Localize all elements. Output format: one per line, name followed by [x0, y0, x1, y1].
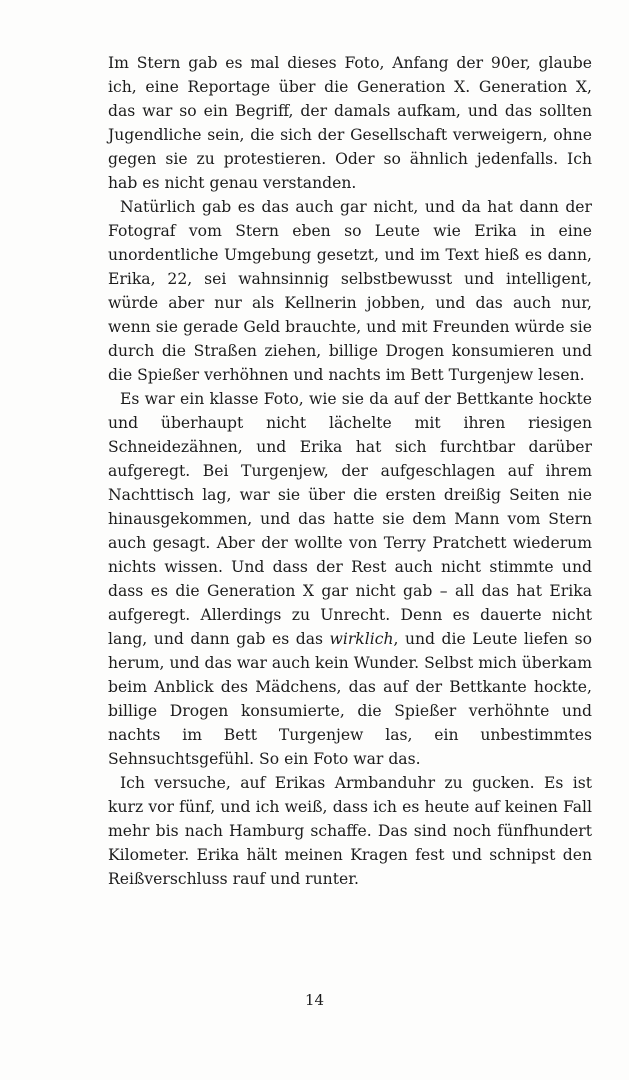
- paragraph-1: Im Stern gab es mal dieses Foto, Anfang der 90er, glaube ich, eine Reportage über die Generation X. Generation X, das war so ein Begriff, der damals aufkam, und das sollten Jugendliche sein, die sich der Gesellschaft verweigern, ohne gegen sie zu protestieren. Oder so ähnlich jedenfalls. Ich hab es nicht genau verstanden.: [108, 54, 592, 192]
- paragraph-4: Ich versuche, auf Erikas Armbanduhr zu gucken. Es ist kurz vor fünf, und ich weiß, dass ich es heute auf keinen Fall mehr bis nach Hamburg schaffe. Das sind noch fünfhundert Kilometer. Erika hält meinen Kragen fest und schnipst den Reißverschluss rauf und runter.: [108, 774, 592, 888]
- body-text: [108, 51, 592, 891]
- paragraph-2: Natürlich gab es das auch gar nicht, und da hat dann der Fotograf vom Stern eben so Leute wie Erika in eine unordentliche Umgebung gesetzt, und im Text hieß es dann, Erika, 22, sei wahnsinnig selbstbewusst und intelligent, würde aber nur als Kellnerin jobben, und das auch nur, wenn sie gerade Geld brauchte, und mit Freunden würde sie durch die Straßen ziehen, billige Drogen konsumieren und die Spießer verhöhnen und nachts im Bett Turgenjew lesen.: [108, 198, 592, 384]
- page-number: 14: [304, 991, 325, 1009]
- paragraph-3-before: Es war ein klasse Foto, wie sie da auf der Bettkante hockte und überhaupt nicht lächelte mit ihren riesigen Schneidezähnen, und Erika hat sich furchtbar darüber aufgeregt. Bei Turgenjew, der aufgeschlagen auf ihrem Nachttisch lag, war sie über die ersten dreißig Seiten nie hinausgekommen, und das hatte sie dem Mann vom Stern auch gesagt. Aber der wollte von Terry Pratchett wiederum nichts wissen. Und dass der Rest auch nicht stimmte und dass es die Generation X gar nicht gab – all das hat Erika aufgeregt. Allerdings zu Unrecht. Denn es dauerte nicht lang, und dann gab es das: [108, 390, 592, 648]
- paragraph-3-emphasis: wirklich: [329, 630, 394, 648]
- paragraph-3-after: , und die Leute liefen so herum, und das war auch kein Wunder. Selbst mich überkam beim Anblick des Mädchens, das auf der Bettkante hockte, billige Drogen konsumierte, die Spießer verhöhnte und nachts im Bett Turgenjew las, ein unbestimmtes Sehnsuchtsgefühl. So ein Foto war das.: [108, 630, 592, 768]
- paragraph-3: [108, 387, 592, 771]
